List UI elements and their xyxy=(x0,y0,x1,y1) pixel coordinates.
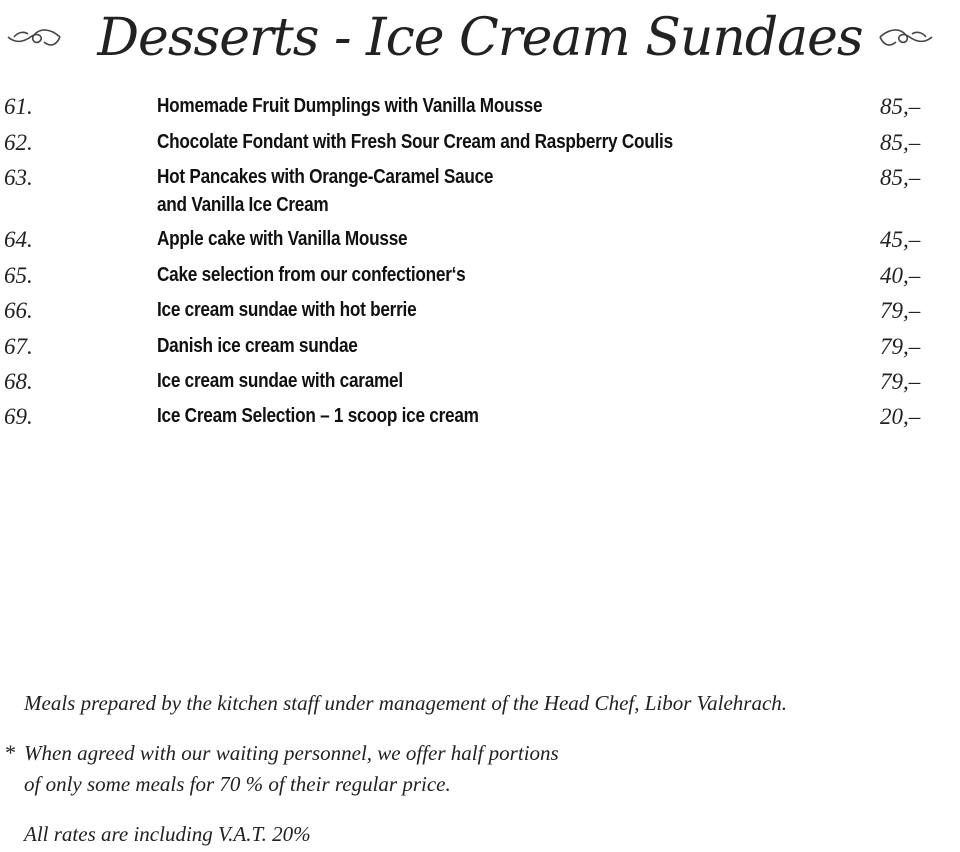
item-price: 45,– xyxy=(880,227,921,252)
item-number: 67. xyxy=(4,334,33,359)
item-name xyxy=(157,225,759,253)
item-number: 65. xyxy=(4,263,33,288)
item-name xyxy=(157,261,759,289)
item-name xyxy=(157,163,759,219)
item-name xyxy=(157,332,759,360)
page-title: Desserts - Ice Cream Sundaes xyxy=(97,8,863,68)
item-name-line1: Cake selection from our confectioner‘s xyxy=(157,264,466,286)
half-portion-note-line2: of only some meals for 70 % of their regular price. xyxy=(24,772,451,796)
item-name xyxy=(157,92,759,120)
asterisk-mark: * xyxy=(5,740,16,765)
vat-note: All rates are including V.A.T. 20% xyxy=(24,822,311,846)
item-name-line1: Ice cream sundae with caramel xyxy=(157,370,403,392)
item-name xyxy=(157,296,759,324)
item-number: 68. xyxy=(4,369,33,394)
item-price: 20,– xyxy=(880,404,921,429)
item-name-line1: Danish ice cream sundae xyxy=(157,335,358,357)
item-name-line1: Ice Cream Selection – 1 scoop ice cream xyxy=(157,405,479,427)
item-name-line1: Ice cream sundae with hot berrie xyxy=(157,299,417,321)
menu-header xyxy=(0,0,960,80)
item-price: 79,– xyxy=(880,334,921,359)
item-number: 64. xyxy=(4,227,33,252)
half-portion-note-line1: When agreed with our waiting personnel, we offer half portions xyxy=(24,741,559,765)
item-name-line1: Hot Pancakes with Orange-Caramel Sauce xyxy=(157,166,494,188)
item-name xyxy=(157,367,759,395)
item-name-line2: and Vanilla Ice Cream xyxy=(157,194,329,216)
item-name xyxy=(157,402,759,430)
chef-note: Meals prepared by the kitchen staff under management of the Head Chef, Libor Valehrach. xyxy=(24,691,788,715)
item-number: 66. xyxy=(4,298,33,323)
item-price: 79,– xyxy=(880,298,921,323)
item-name-line1: Apple cake with Vanilla Mousse xyxy=(157,228,408,250)
item-price: 85,– xyxy=(880,165,921,190)
item-name-line1: Chocolate Fondant with Fresh Sour Cream and Raspberry Coulis xyxy=(157,131,673,153)
item-price: 79,– xyxy=(880,369,921,394)
item-name xyxy=(157,128,759,156)
item-price: 85,– xyxy=(880,130,921,155)
item-number: 69. xyxy=(4,404,33,429)
flourish-ornament-icon xyxy=(876,20,936,54)
item-price: 85,– xyxy=(880,94,921,119)
item-price: 40,– xyxy=(880,263,921,288)
item-number: 61. xyxy=(4,94,33,119)
item-number: 63. xyxy=(4,165,33,190)
item-number: 62. xyxy=(4,130,33,155)
item-name-line1: Homemade Fruit Dumplings with Vanilla Mousse xyxy=(157,95,543,117)
